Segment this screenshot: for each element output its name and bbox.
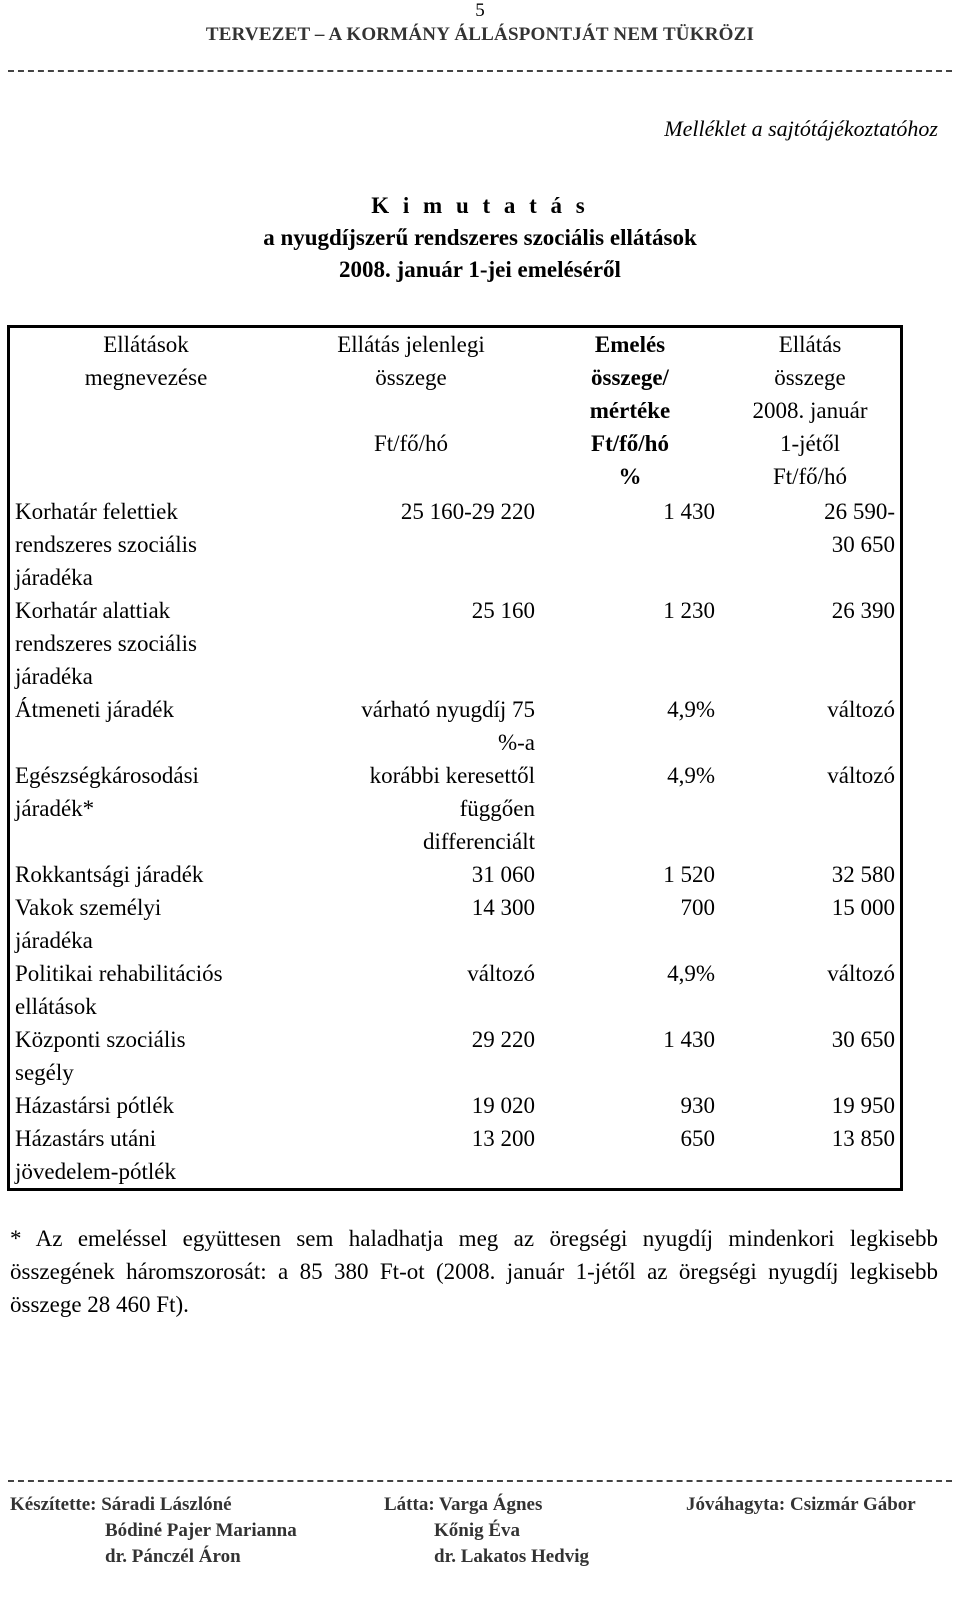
increase-cell: [540, 759, 720, 858]
cell-line: 4,9%: [667, 961, 715, 986]
cell-line: várható nyugdíj 75: [361, 697, 535, 722]
cell-line: Házastárs utáni: [15, 1126, 157, 1151]
header-line: [287, 394, 535, 427]
header-divider: [8, 70, 952, 72]
cell-line: 26 590-: [824, 499, 895, 524]
cell-line: ellátások: [15, 994, 97, 1019]
cell-line: 930: [680, 1093, 715, 1118]
table-row: [9, 1089, 902, 1122]
cell-line: járadéka: [15, 664, 93, 689]
header-current-amount: [282, 327, 540, 496]
table-header-row: [9, 327, 902, 496]
cell-line: 1 230: [663, 598, 715, 623]
cell-line: 4,9%: [667, 697, 715, 722]
increase-cell: [540, 594, 720, 693]
header-benefit-name: [9, 327, 283, 496]
new-amount-cell: [720, 957, 902, 1023]
new-amount-cell: [720, 495, 902, 594]
current-amount-cell: [282, 1023, 540, 1089]
new-amount-cell: [720, 1089, 902, 1122]
footer-line: Látta: Varga Ágnes: [384, 1494, 543, 1515]
benefit-name-cell: [9, 495, 283, 594]
cell-line: rendszeres szociális: [15, 631, 198, 656]
footer-line: Kőnig Éva: [434, 1520, 521, 1541]
page-header: [0, 0, 960, 48]
benefit-name-cell: [9, 891, 283, 957]
cell-line: korábbi keresettől: [369, 763, 535, 788]
cell-line: differenciált: [423, 829, 535, 854]
increase-cell: [540, 495, 720, 594]
title-line-2: a nyugdíjszerű rendszeres szociális ellátások: [263, 225, 697, 250]
cell-line: 30 650: [831, 532, 895, 557]
header-line: Ellátás: [778, 332, 842, 357]
cell-line: 13 200: [471, 1126, 535, 1151]
footer-prepared-by: [10, 1492, 297, 1570]
cell-line: %-a: [497, 730, 535, 755]
footer-divider: [8, 1480, 952, 1482]
cell-line: 650: [680, 1126, 715, 1151]
cell-line: járadéka: [15, 565, 93, 590]
cell-line: Házastársi pótlék: [15, 1093, 175, 1118]
document-title: [0, 190, 960, 286]
header-line: Ft/fő/hó: [591, 431, 669, 456]
increase-cell: [540, 1089, 720, 1122]
cell-line: Rokkantsági járadék: [15, 862, 204, 887]
cell-line: jövedelem-pótlék: [15, 1159, 176, 1184]
footer-line: Bódiné Pajer Marianna: [105, 1520, 297, 1541]
cell-line: Központi szociális: [15, 1027, 186, 1052]
current-amount-cell: [282, 495, 540, 594]
benefit-name-cell: [9, 594, 283, 693]
new-amount-cell: [720, 858, 902, 891]
current-amount-cell: [282, 759, 540, 858]
cell-line: Vakok személyi: [15, 895, 162, 920]
header-line: 1-jétől: [779, 431, 841, 456]
current-amount-cell: [282, 858, 540, 891]
table-row: [9, 891, 902, 957]
cell-line: 19 950: [831, 1093, 895, 1118]
current-amount-cell: [282, 1122, 540, 1190]
header-line: Ft/fő/hó: [373, 431, 449, 456]
header-line: %: [618, 464, 642, 489]
increase-cell: [540, 858, 720, 891]
cell-line: 13 850: [831, 1126, 895, 1151]
cell-line: rendszeres szociális: [15, 532, 198, 557]
header-line: 2008. január: [752, 398, 868, 423]
title-line-3: 2008. január 1-jei emeléséről: [339, 257, 621, 282]
cell-line: Korhatár alattiak: [15, 598, 171, 623]
header-increase: [540, 327, 720, 496]
cell-line: változó: [827, 697, 895, 722]
cell-line: 26 390: [831, 598, 895, 623]
header-line: Ft/fő/hó: [772, 464, 848, 489]
cell-line: járadék*: [15, 796, 95, 821]
cell-line: változó: [827, 763, 895, 788]
table-row: [9, 957, 902, 1023]
cell-line: 29 220: [471, 1027, 535, 1052]
benefit-name-cell: [9, 693, 283, 759]
cell-line: járadéka: [15, 928, 93, 953]
header-line: megnevezése: [84, 365, 208, 390]
benefit-name-cell: [9, 1122, 283, 1190]
cell-line: Korhatár felettiek: [15, 499, 178, 524]
benefit-name-cell: [9, 1023, 283, 1089]
cell-line: 25 160-29 220: [400, 499, 535, 524]
cell-line: 31 060: [471, 862, 535, 887]
cell-line: 15 000: [831, 895, 895, 920]
header-new-amount: [720, 327, 902, 496]
benefit-name-cell: [9, 858, 283, 891]
cell-line: Átmeneti járadék: [15, 697, 175, 722]
attachment-label: Melléklet a sajtótájékoztatóhoz: [664, 116, 938, 141]
increase-cell: [540, 1023, 720, 1089]
increase-cell: [540, 693, 720, 759]
cell-line: 700: [680, 895, 715, 920]
cell-line: segély: [15, 1060, 74, 1085]
header-line: összege: [375, 365, 447, 390]
current-amount-cell: [282, 693, 540, 759]
header-line: összege/: [591, 365, 669, 390]
cell-line: változó: [467, 961, 535, 986]
benefit-name-cell: [9, 1089, 283, 1122]
benefits-table: [7, 325, 903, 1191]
benefit-name-cell: [9, 957, 283, 1023]
new-amount-cell: [720, 693, 902, 759]
table-row: [9, 1023, 902, 1089]
cell-line: 1 430: [663, 1027, 715, 1052]
title-line-1: K i m u t a t á s: [371, 193, 589, 218]
page-number: 5: [475, 0, 485, 21]
current-amount-cell: [282, 957, 540, 1023]
cell-line: függően: [459, 796, 535, 821]
increase-cell: [540, 1122, 720, 1190]
header-line: Emelés: [594, 332, 666, 357]
current-amount-cell: [282, 594, 540, 693]
footer-line: dr. Lakatos Hedvig: [434, 1546, 590, 1567]
increase-cell: [540, 891, 720, 957]
footer-line: Jóváhagyta: Csizmár Gábor: [686, 1494, 916, 1515]
cell-line: 19 020: [471, 1093, 535, 1118]
cell-line: 4,9%: [667, 763, 715, 788]
header-line: mértéke: [589, 398, 671, 423]
header-line: Ellátások: [103, 332, 189, 357]
header-line: összege: [774, 365, 846, 390]
cell-line: 30 650: [831, 1027, 895, 1052]
draft-notice: TERVEZET – A KORMÁNY ÁLLÁSPONTJÁT NEM TÜKRÖZI: [205, 24, 755, 45]
benefit-name-cell: [9, 759, 283, 858]
new-amount-cell: [720, 1023, 902, 1089]
table-row: [9, 495, 902, 594]
increase-cell: [540, 957, 720, 1023]
cell-line: változó: [827, 961, 895, 986]
table-row: [9, 759, 902, 858]
footer-seen-by: [384, 1492, 589, 1570]
header-line: Ellátás jelenlegi: [337, 332, 485, 357]
cell-line: 25 160: [471, 598, 535, 623]
new-amount-cell: [720, 1122, 902, 1190]
footer-approved-by: [686, 1492, 916, 1518]
footer-line: Készítette: Sáradi Lászlóné: [10, 1494, 232, 1515]
cell-line: Egészségkárosodási: [15, 763, 199, 788]
new-amount-cell: [720, 891, 902, 957]
table-row: [9, 1122, 902, 1190]
current-amount-cell: [282, 891, 540, 957]
current-amount-cell: [282, 1089, 540, 1122]
cell-line: 1 520: [663, 862, 715, 887]
table-row: [9, 594, 902, 693]
table-row: [9, 858, 902, 891]
cell-line: 32 580: [831, 862, 895, 887]
new-amount-cell: [720, 759, 902, 858]
cell-line: 1 430: [663, 499, 715, 524]
table-body: [9, 495, 902, 1190]
cell-line: Politikai rehabilitációs: [15, 961, 223, 986]
footer-line: dr. Pánczél Áron: [105, 1546, 241, 1567]
table-row: [9, 693, 902, 759]
footnote: * Az emeléssel együttesen sem haladhatja meg az öregségi nyugdíj mindenkori legkisebb összegének háromszorosát: a 85 380 Ft-ot (2008. január 1-jétől az öregségi nyugdíj legkisebb összege 28 460 Ft).: [10, 1226, 938, 1317]
cell-line: 14 300: [471, 895, 535, 920]
new-amount-cell: [720, 594, 902, 693]
